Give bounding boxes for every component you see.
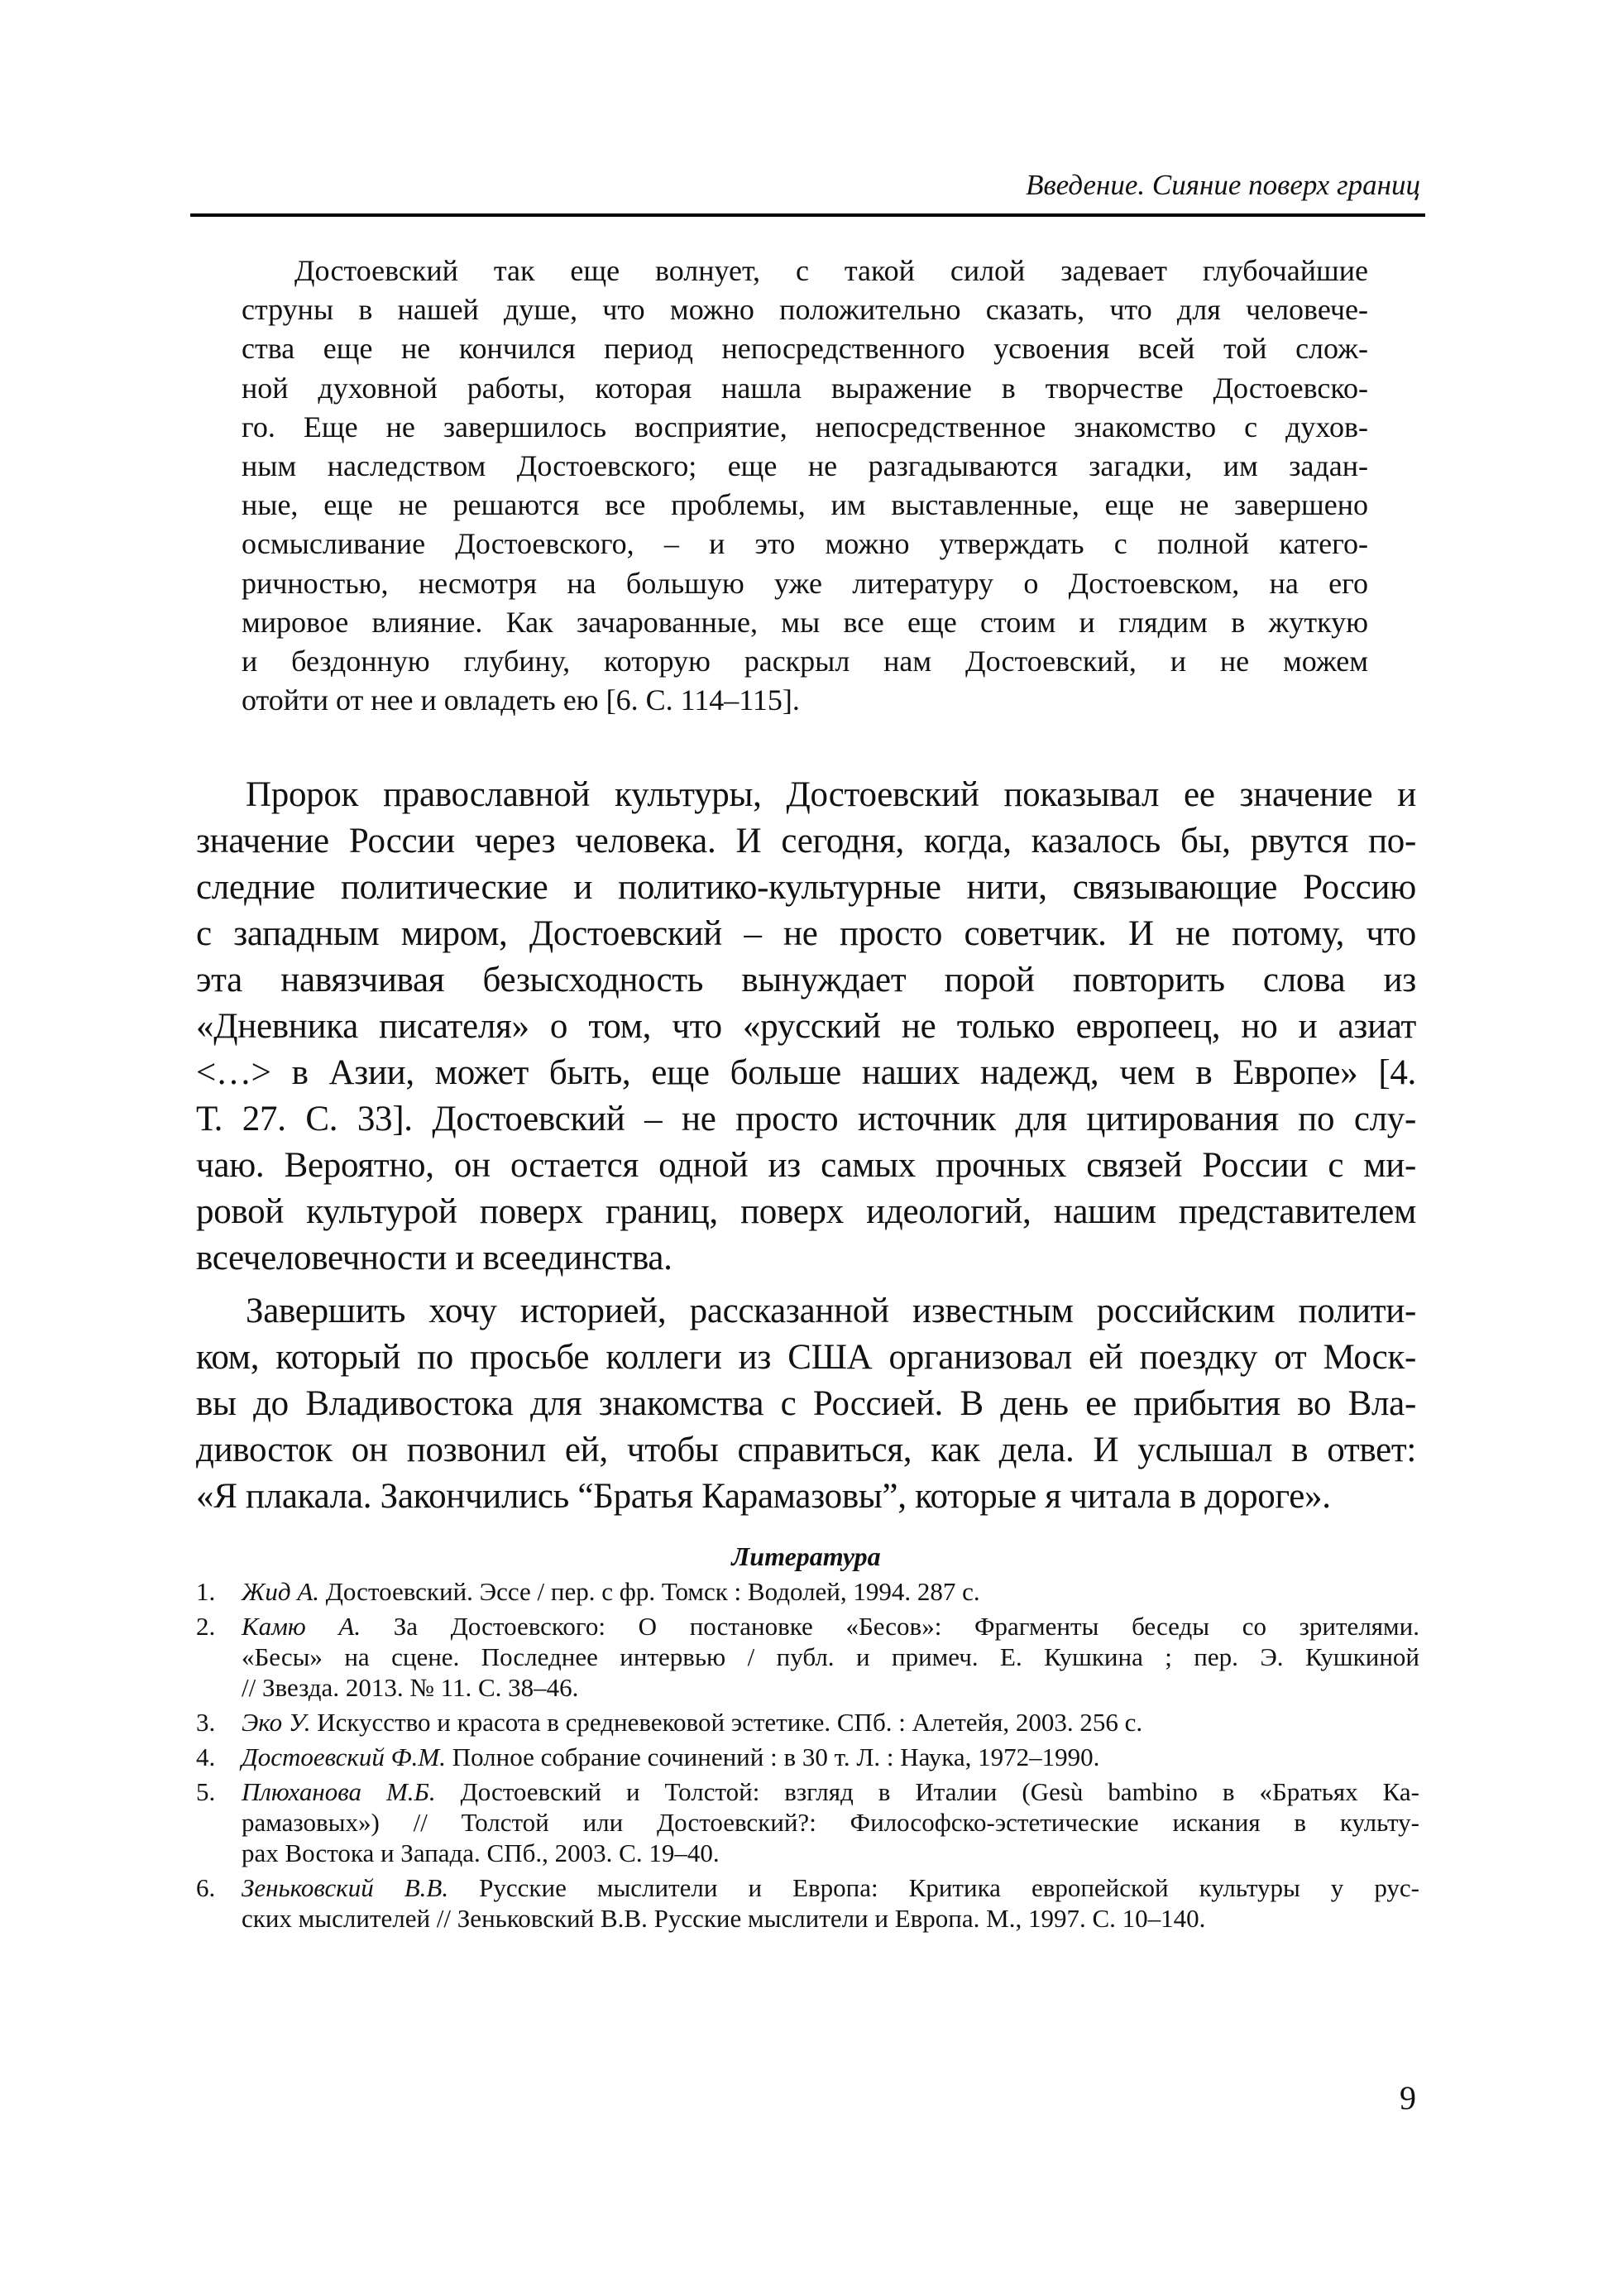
paragraph-line: следние политические и политико-культурные нити, связывающие Россию xyxy=(196,868,1416,907)
entry-line: «Бесы» на сцене. Последнее интервью / публ. и примеч. Е. Кушкина ; пер. Э. Кушкиной xyxy=(242,1642,1419,1671)
paragraph-line: «Я плакала. Закончились “Братья Карамазовы”, которые я читала в дороге». xyxy=(196,1477,1331,1516)
quote-line: Достоевский так еще волнует, с такой силой задевает глубочайшие xyxy=(294,254,1368,287)
bibliography-entry xyxy=(196,1776,1419,1868)
header-rule xyxy=(190,213,1425,217)
paragraph-line: ком, который по просьбе коллеги из США организовал ей поездку от Моск- xyxy=(196,1338,1416,1377)
paragraph-line: дивосток он позвонил ей, чтобы справиться, как дела. И услышал в ответ: xyxy=(196,1431,1416,1469)
bibliography-entry xyxy=(196,1576,1419,1607)
entry-number: 1. xyxy=(196,1577,216,1606)
entry-author: Эко У. xyxy=(242,1708,311,1737)
quote-line: мировое влияние. Как зачарованные, мы все еще стоим и глядим в жуткую xyxy=(242,605,1368,639)
quote-line: ной духовной работы, которая нашла выражение в творчестве Достоевско- xyxy=(242,371,1368,405)
paragraph-line: значение России через человека. И сегодня, когда, казалось бы, рвутся по- xyxy=(196,822,1416,860)
block-quote xyxy=(242,252,1368,720)
quote-line: го. Еще не завершилось восприятие, непосредственное знакомство с духов- xyxy=(242,410,1368,443)
entry-text: Искусство и красота в средневековой эстетике. СПб. : Алетейя, 2003. 256 с. xyxy=(317,1708,1143,1737)
entry-text: Достоевский и Толстой: взгляд в Италии (Gesù bambino в «Братьях Ка- xyxy=(460,1777,1419,1806)
entry-line: // Звезда. 2013. № 11. С. 38–46. xyxy=(242,1673,579,1702)
paragraph-line: вы до Владивостока для знакомства с Россией. В день ее прибытия во Вла- xyxy=(196,1384,1416,1423)
entry-number: 6. xyxy=(196,1873,216,1902)
entry-author: Достоевский Ф.М. xyxy=(242,1742,446,1771)
bibliography-entry xyxy=(196,1707,1419,1738)
paragraph-line: Завершить хочу историей, рассказанной известным российским полити- xyxy=(246,1292,1416,1330)
running-head: Введение. Сияние поверх границ xyxy=(1026,169,1420,201)
entry-author: Плюханова М.Б. xyxy=(242,1777,436,1806)
paragraph-line: ровой культурой поверх границ, поверх идеологий, нашим представителем xyxy=(196,1192,1416,1231)
quote-line: осмысливание Достоевского, – и это можно утверждать с полной катего- xyxy=(242,527,1368,561)
entry-line xyxy=(242,1576,1419,1607)
entry-author: Камю А. xyxy=(242,1612,361,1641)
entry-text: Полное собрание сочинений : в 30 т. Л. : Наука, 1972–1990. xyxy=(452,1742,1100,1771)
paragraph-line: с западным миром, Достоевский – не просто советчик. И не потому, что xyxy=(196,914,1416,953)
quote-line: ным наследством Достоевского; еще не разгадываются загадки, им задан- xyxy=(242,448,1368,482)
entry-text: Русские мыслители и Европа: Критика европейской культуры у рус- xyxy=(479,1873,1419,1902)
entry-text: За Достоевского: О постановке «Бесов»: Фрагменты беседы со зрителями. xyxy=(393,1612,1419,1641)
body-paragraph xyxy=(196,1288,1416,1520)
entry-number: 2. xyxy=(196,1612,216,1641)
paragraph-line: «Дневника писателя» о том, что «русский не только европеец, но и азиат xyxy=(196,1007,1416,1046)
paragraph-line: <…> в Азии, может быть, еще больше наших надежд, чем в Европе» [4. xyxy=(196,1053,1416,1092)
bibliography-entry xyxy=(196,1611,1419,1703)
quote-line: отойти от нее и овладеть ею [6. С. 114–115]. xyxy=(242,683,800,717)
entry-line xyxy=(242,1611,1419,1642)
page-number: 9 xyxy=(1400,2079,1416,2116)
entry-number: 5. xyxy=(196,1777,216,1806)
paragraph-line: Т. 27. С. 33]. Достоевский – не просто источник для цитирования по слу- xyxy=(196,1100,1416,1138)
entry-line: ских мыслителей // Зеньковский В.В. Русские мыслители и Европа. М., 1997. С. 10–140. xyxy=(242,1904,1206,1933)
entry-line xyxy=(242,1742,1419,1772)
entry-line xyxy=(242,1872,1419,1903)
entry-line: рамазовых») // Толстой или Достоевский?: Философско-эстетические искания в культу- xyxy=(242,1808,1419,1837)
bibliography-entry xyxy=(196,1872,1419,1934)
entry-line xyxy=(242,1776,1419,1807)
bibliography-entry xyxy=(196,1742,1419,1772)
entry-author: Жид А. xyxy=(242,1577,320,1606)
entry-author: Зеньковский В.В. xyxy=(242,1873,449,1902)
paragraph-line: Пророк православной культуры, Достоевский показывал ее значение и xyxy=(246,775,1416,814)
entry-number: 3. xyxy=(196,1708,216,1737)
quote-line: ные, еще не решаются все проблемы, им выставленные, еще не завершено xyxy=(242,488,1368,522)
bibliography-list xyxy=(196,1576,1419,1938)
bibliography-title: Литература xyxy=(731,1541,881,1571)
paragraph-line: чаю. Вероятно, он остается одной из самых прочных связей России с ми- xyxy=(196,1146,1416,1185)
body-paragraph xyxy=(196,772,1416,1282)
entry-line xyxy=(242,1707,1419,1738)
quote-line: струны в нашей душе, что можно положительно сказать, что для человече- xyxy=(242,293,1368,327)
paragraph-line: всечеловечности и всеединства. xyxy=(196,1239,672,1277)
quote-line: ричностью, несмотря на большую уже литературу о Достоевском, на его xyxy=(242,566,1368,600)
entry-number: 4. xyxy=(196,1742,216,1771)
quote-line: ства еще не кончился период непосредственного усвоения всей той слож- xyxy=(242,332,1368,366)
paragraph-line: эта навязчивая безысходность вынуждает порой повторить слова из xyxy=(196,961,1416,999)
entry-line: рах Востока и Запада. СПб., 2003. С. 19–40. xyxy=(242,1838,720,1867)
entry-text: Достоевский. Эссе / пер. с фр. Томск : Водолей, 1994. 287 с. xyxy=(325,1577,980,1606)
quote-line: и бездонную глубину, которую раскрыл нам Достоевский, и не можем xyxy=(242,644,1368,678)
